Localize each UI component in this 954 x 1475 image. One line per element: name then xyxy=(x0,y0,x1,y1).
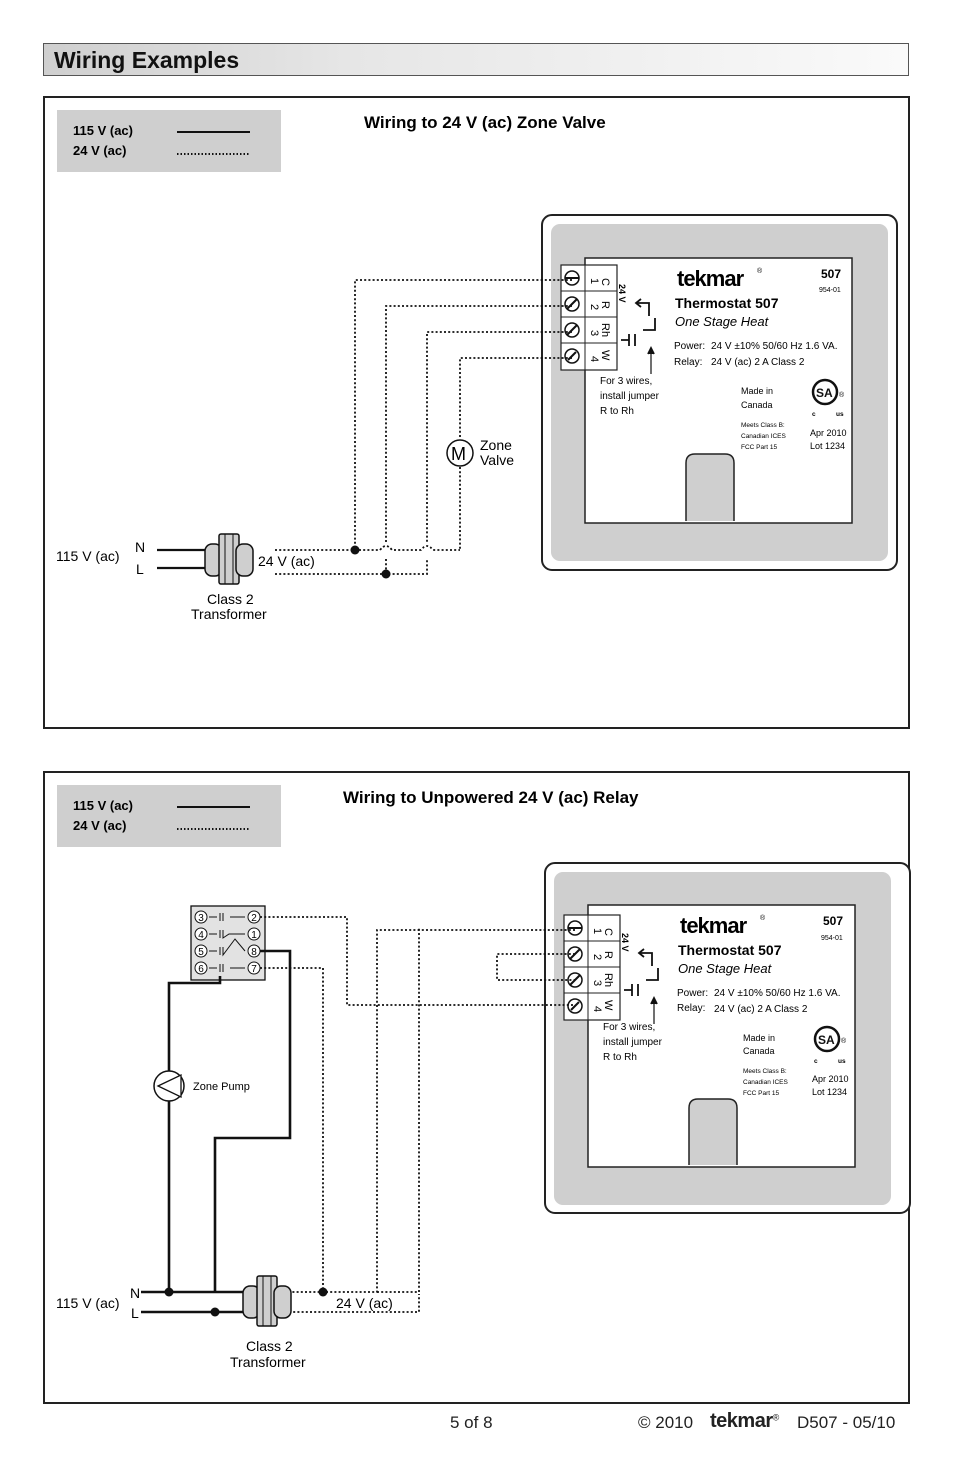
lot-code: Lot 1234 xyxy=(810,441,846,451)
compliance-text: FCC Part 15 xyxy=(741,444,778,451)
relay-label: Relay: xyxy=(677,1003,706,1014)
line-label: L xyxy=(136,561,144,577)
terminal-number: 2 xyxy=(591,954,603,961)
compliance-text: FCC Part 15 xyxy=(743,1090,780,1097)
csa-mark-text: SA xyxy=(816,386,833,400)
jumper-note: For 3 wires, xyxy=(603,1022,656,1033)
zone-pump-icon xyxy=(154,1071,184,1101)
jumper-note: R to Rh xyxy=(603,1052,637,1063)
relay-pin-number: 7 xyxy=(251,964,257,975)
screw-icon xyxy=(565,297,579,311)
wire-legend xyxy=(57,785,281,847)
registered-mark: ® xyxy=(757,268,763,275)
screw-icon xyxy=(568,999,582,1013)
csa-us-label: us xyxy=(838,1058,846,1065)
power-label: Power: xyxy=(674,341,706,352)
terminal-number: 4 xyxy=(591,1006,603,1013)
junction-dot xyxy=(211,1308,220,1317)
relay-diagram xyxy=(43,771,910,1404)
compliance-text: Canadian ICES xyxy=(743,1079,788,1086)
secondary-voltage-label: 24 V (ac) xyxy=(258,553,315,569)
power-value: 24 V ±10% 50/60 Hz 1.6 VA. xyxy=(714,988,841,999)
terminal-label: W xyxy=(599,350,611,361)
model-number: 507 xyxy=(823,914,844,928)
transformer-label: Transformer xyxy=(191,606,267,622)
terminal-label: Rh xyxy=(602,973,614,988)
transformer-icon xyxy=(205,534,253,584)
registered-mark: ® xyxy=(772,1412,780,1423)
page-header xyxy=(43,43,909,76)
transformer-icon xyxy=(243,1276,291,1326)
terminal-number: 2 xyxy=(588,304,600,311)
document-code: D507 - 05/10 xyxy=(797,1413,896,1432)
thermostat-subtitle: One Stage Heat xyxy=(675,314,769,329)
115v-wiring xyxy=(157,550,211,568)
copyright: © 2010 xyxy=(638,1413,694,1432)
power-label: Power: xyxy=(677,988,709,999)
compliance-text: Canadian ICES xyxy=(741,433,786,440)
legend-24v-label: 24 V (ac) xyxy=(73,143,127,158)
supply-voltage-label: 115 V (ac) xyxy=(56,548,120,564)
screw-icon xyxy=(565,349,579,363)
line-label: L xyxy=(131,1305,139,1321)
zone-valve-label: Valve xyxy=(480,452,514,468)
terminal-voltage-label: 24 V xyxy=(617,284,627,303)
made-in-label: Made in xyxy=(743,1033,776,1043)
made-in-label: Made in xyxy=(741,386,774,396)
diagram-title: Wiring to Unpowered 24 V (ac) Relay xyxy=(343,788,639,807)
relay-pin-number: 4 xyxy=(198,930,204,941)
transformer-label: Class 2 xyxy=(207,591,254,607)
model-number: 507 xyxy=(821,267,842,281)
motor-symbol: M xyxy=(451,444,466,464)
tekmar-logo: tekmar xyxy=(680,913,747,938)
csa-registered-mark: ® xyxy=(839,392,845,399)
thermostat-name: Thermostat 507 xyxy=(678,942,782,958)
zone-valve-motor-icon xyxy=(447,440,473,466)
terminal-label: R xyxy=(602,951,614,959)
legend-115v-label: 115 V (ac) xyxy=(73,798,133,813)
legend-115v-label: 115 V (ac) xyxy=(73,123,133,138)
neutral-label: N xyxy=(130,1285,141,1301)
zone-valve-label: Zone xyxy=(480,437,512,453)
jumper-note: For 3 wires, xyxy=(600,376,653,387)
terminal-label: R xyxy=(599,301,611,309)
terminal-number: 3 xyxy=(591,980,603,987)
zone-pump-label: Zone Pump xyxy=(193,1081,250,1093)
terminal-label: C xyxy=(599,278,611,286)
diagram-title: Wiring to 24 V (ac) Zone Valve xyxy=(364,113,606,132)
relay-value: 24 V (ac) 2 A Class 2 xyxy=(711,357,805,368)
made-in-label: Canada xyxy=(743,1046,775,1056)
relay-pin-number: 2 xyxy=(251,913,257,924)
tekmar-logo: tekmar xyxy=(677,266,744,291)
part-number: 954-01 xyxy=(819,287,841,294)
made-in-label: Canada xyxy=(741,400,773,410)
footer-brand xyxy=(710,1410,779,1433)
terminal-number: 1 xyxy=(591,928,603,935)
relay-icon xyxy=(191,906,265,980)
terminal-number: 1 xyxy=(588,278,600,285)
legend-24v-label: 24 V (ac) xyxy=(73,818,127,833)
date-code: Apr 2010 xyxy=(812,1074,849,1084)
csa-mark-text: SA xyxy=(818,1033,835,1047)
zone-valve-diagram xyxy=(43,96,910,729)
jumper-note: install jumper xyxy=(600,391,659,402)
page-title: Wiring Examples xyxy=(54,47,240,73)
jumper-note: install jumper xyxy=(603,1037,662,1048)
terminal-label: Rh xyxy=(599,323,611,338)
terminal-label: W xyxy=(602,1000,614,1011)
page-number: 5 of 8 xyxy=(450,1413,493,1432)
part-number: 954-01 xyxy=(821,935,843,942)
junction-dot xyxy=(165,1288,174,1297)
thermostat-subtitle: One Stage Heat xyxy=(678,961,772,976)
relay-pin-number: 3 xyxy=(198,913,204,924)
lot-code: Lot 1234 xyxy=(812,1087,848,1097)
junction-dot xyxy=(351,546,360,555)
relay-label: Relay: xyxy=(674,357,703,368)
relay-value: 24 V (ac) 2 A Class 2 xyxy=(714,1004,808,1015)
relay-pin-number: 6 xyxy=(198,964,204,975)
screw-icon xyxy=(565,323,579,337)
screw-icon xyxy=(568,921,582,935)
115v-wiring xyxy=(141,951,290,1312)
csa-us-label: us xyxy=(836,411,844,418)
registered-mark: ® xyxy=(760,915,766,922)
24v-wiring xyxy=(275,280,572,574)
24v-wiring xyxy=(260,917,575,1312)
relay-pin-number: 8 xyxy=(251,947,257,958)
compliance-text: Meets Class B: xyxy=(743,1068,787,1075)
terminal-voltage-label: 24 V xyxy=(620,933,630,952)
zone-valve-wiring-svg xyxy=(45,98,912,731)
secondary-voltage-label: 24 V (ac) xyxy=(336,1295,393,1311)
csa-registered-mark: ® xyxy=(841,1038,847,1045)
wire-legend xyxy=(57,110,281,172)
supply-voltage-label: 115 V (ac) xyxy=(56,1295,120,1311)
neutral-label: N xyxy=(135,539,146,555)
relay-wiring-svg xyxy=(45,773,912,1406)
compliance-text: Meets Class B: xyxy=(741,422,785,429)
transformer-label: Class 2 xyxy=(246,1338,293,1354)
terminal-number: 4 xyxy=(588,356,600,363)
relay-pin-number: 1 xyxy=(251,930,257,941)
thermostat-name: Thermostat 507 xyxy=(675,295,779,311)
jumper-note: R to Rh xyxy=(600,406,634,417)
csa-c-label: c xyxy=(814,1058,818,1065)
transformer-label: Transformer xyxy=(230,1354,306,1370)
terminal-number: 3 xyxy=(588,330,600,337)
csa-c-label: c xyxy=(812,411,816,418)
power-value: 24 V ±10% 50/60 Hz 1.6 VA. xyxy=(711,341,838,352)
relay-pin-number: 5 xyxy=(198,947,204,958)
screw-icon xyxy=(565,271,579,285)
junction-dot xyxy=(382,570,391,579)
terminal-label: C xyxy=(602,928,614,936)
date-code: Apr 2010 xyxy=(810,428,847,438)
tekmar-logo: tekmar xyxy=(710,1410,773,1432)
